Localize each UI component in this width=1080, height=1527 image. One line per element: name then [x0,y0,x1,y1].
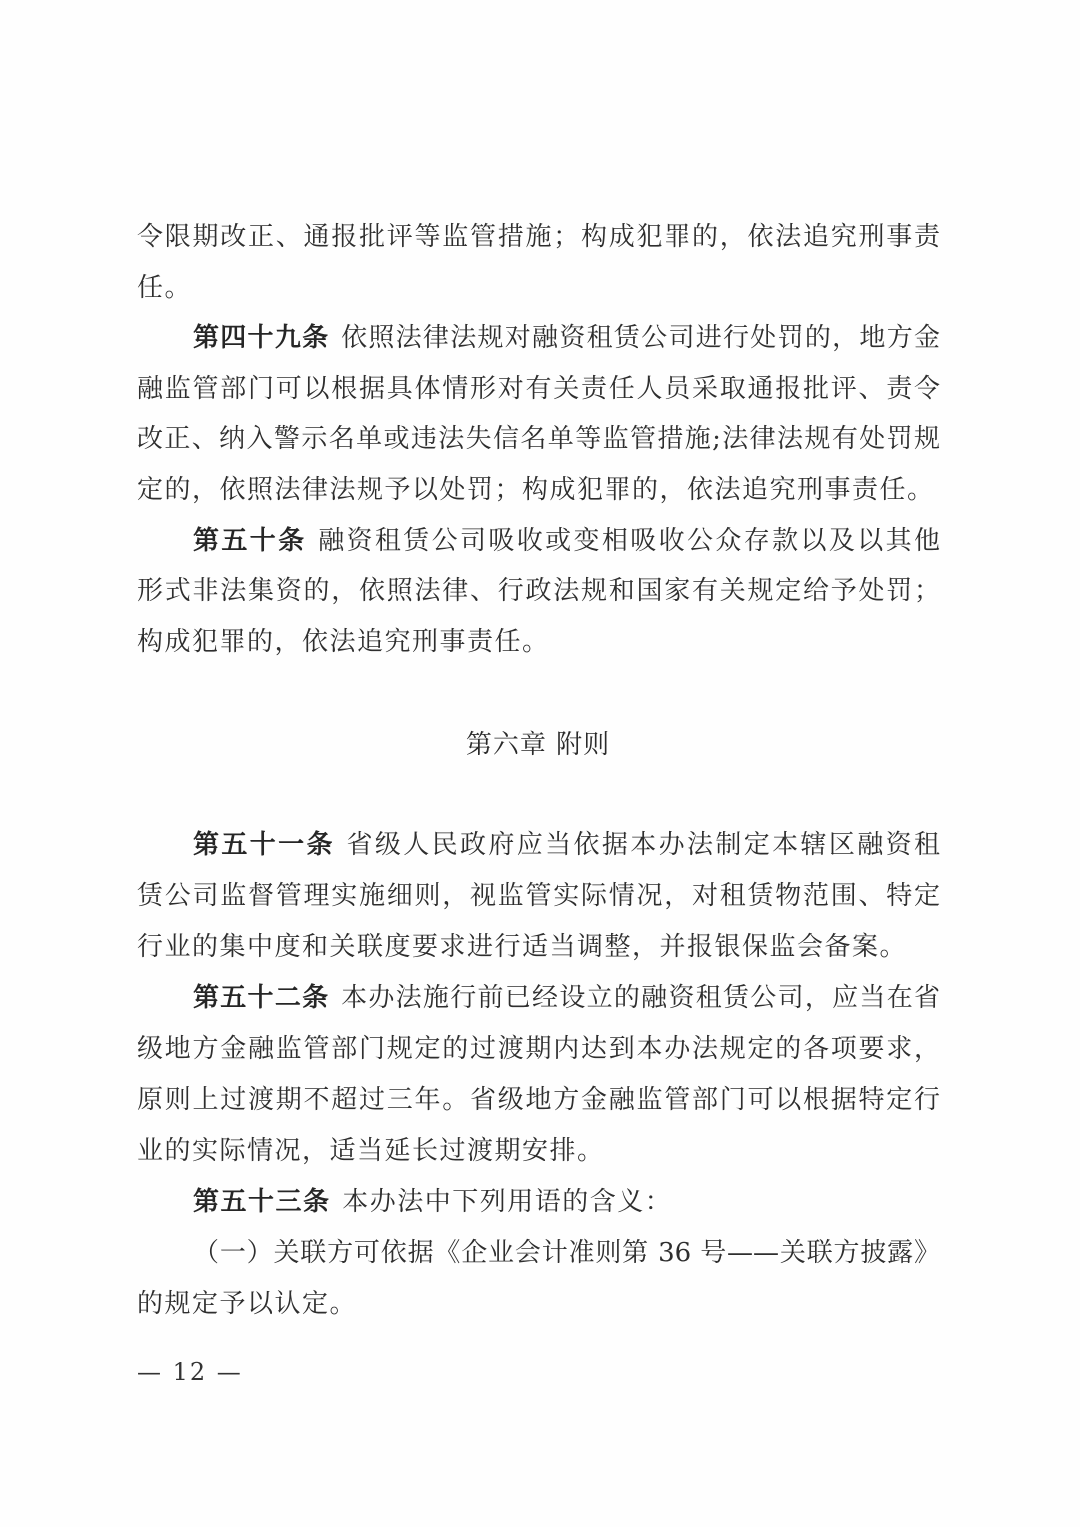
text-line [193,1177,940,1228]
article-label: 第五十条 [193,525,307,556]
paragraph-definition-1 [137,1228,940,1330]
text-line: 融监管部门可以根据具体情形对有关责任人员采取通报批评、责令 [137,373,940,404]
text-line: 赁公司监督管理实施细则，视监管实际情况，对租赁物范围、特定 [137,881,940,911]
text-line: 级地方金融监管部门规定的过渡期内达到本办法规定的各项要求， [137,1034,940,1064]
paragraph-article-51 [137,820,940,973]
text-line: 形式非法集资的，依照法律、行政法规和国家有关规定给予处罚； [137,576,940,607]
text-line: 行业的集中度和关联度要求进行适当调整，并报银保监会备案。 [137,932,908,962]
text-line [193,820,940,871]
text-span: 融资租赁公司吸收或变相吸收公众存款以及以其他 [318,525,940,556]
text-line: （一）关联方可依据《企业会计准则第 36 号——关联方披露》 [193,1238,940,1268]
paragraph-article-52 [137,973,940,1177]
text-span: 依照法律法规对融资租赁公司进行处罚的，地方金 [341,323,940,354]
text-line: 原则上过渡期不超过三年。省级地方金融监管部门可以根据特定行 [137,1085,940,1115]
text-line: 业的实际情况，适当延长过渡期安排。 [137,1136,605,1166]
article-label: 第四十九条 [193,323,330,354]
text-line: 任。 [137,272,193,303]
paragraph-article-53 [137,1177,940,1228]
text-line [193,973,940,1024]
text-line: 改正、纳入警示名单或违法失信名单等监管措施;法律法规有处罚规 [137,424,940,455]
article-label: 第五十三条 [193,1187,331,1217]
text-line: 定的，依照法律法规予以处罚；构成犯罪的，依法追究刑事责任。 [137,474,935,505]
paragraph-continuation [137,212,940,313]
text-line [193,516,940,567]
text-span: 省级人民政府应当依据本办法制定本辖区融资租 [346,830,940,860]
page-number: — 12 — [137,1358,243,1386]
text-span: 本办法中下列用语的含义： [342,1187,673,1217]
text-block-lower [137,820,940,1330]
article-label: 第五十一条 [193,830,335,860]
paragraph-article-50 [137,516,940,668]
chapter-heading: 第六章 附则 [465,730,611,760]
text-line: 构成犯罪的，依法追究刑事责任。 [137,626,550,657]
text-line: 的规定予以认定。 [137,1289,358,1319]
text-block-upper [137,212,940,667]
text-span: 本办法施行前已经设立的融资租赁公司，应当在省 [341,983,940,1013]
article-label: 第五十二条 [193,983,330,1013]
text-line: 令限期改正、通报批评等监管措施；构成犯罪的，依法追究刑事责 [137,222,940,252]
text-line [193,313,940,364]
paragraph-article-49 [137,313,940,515]
